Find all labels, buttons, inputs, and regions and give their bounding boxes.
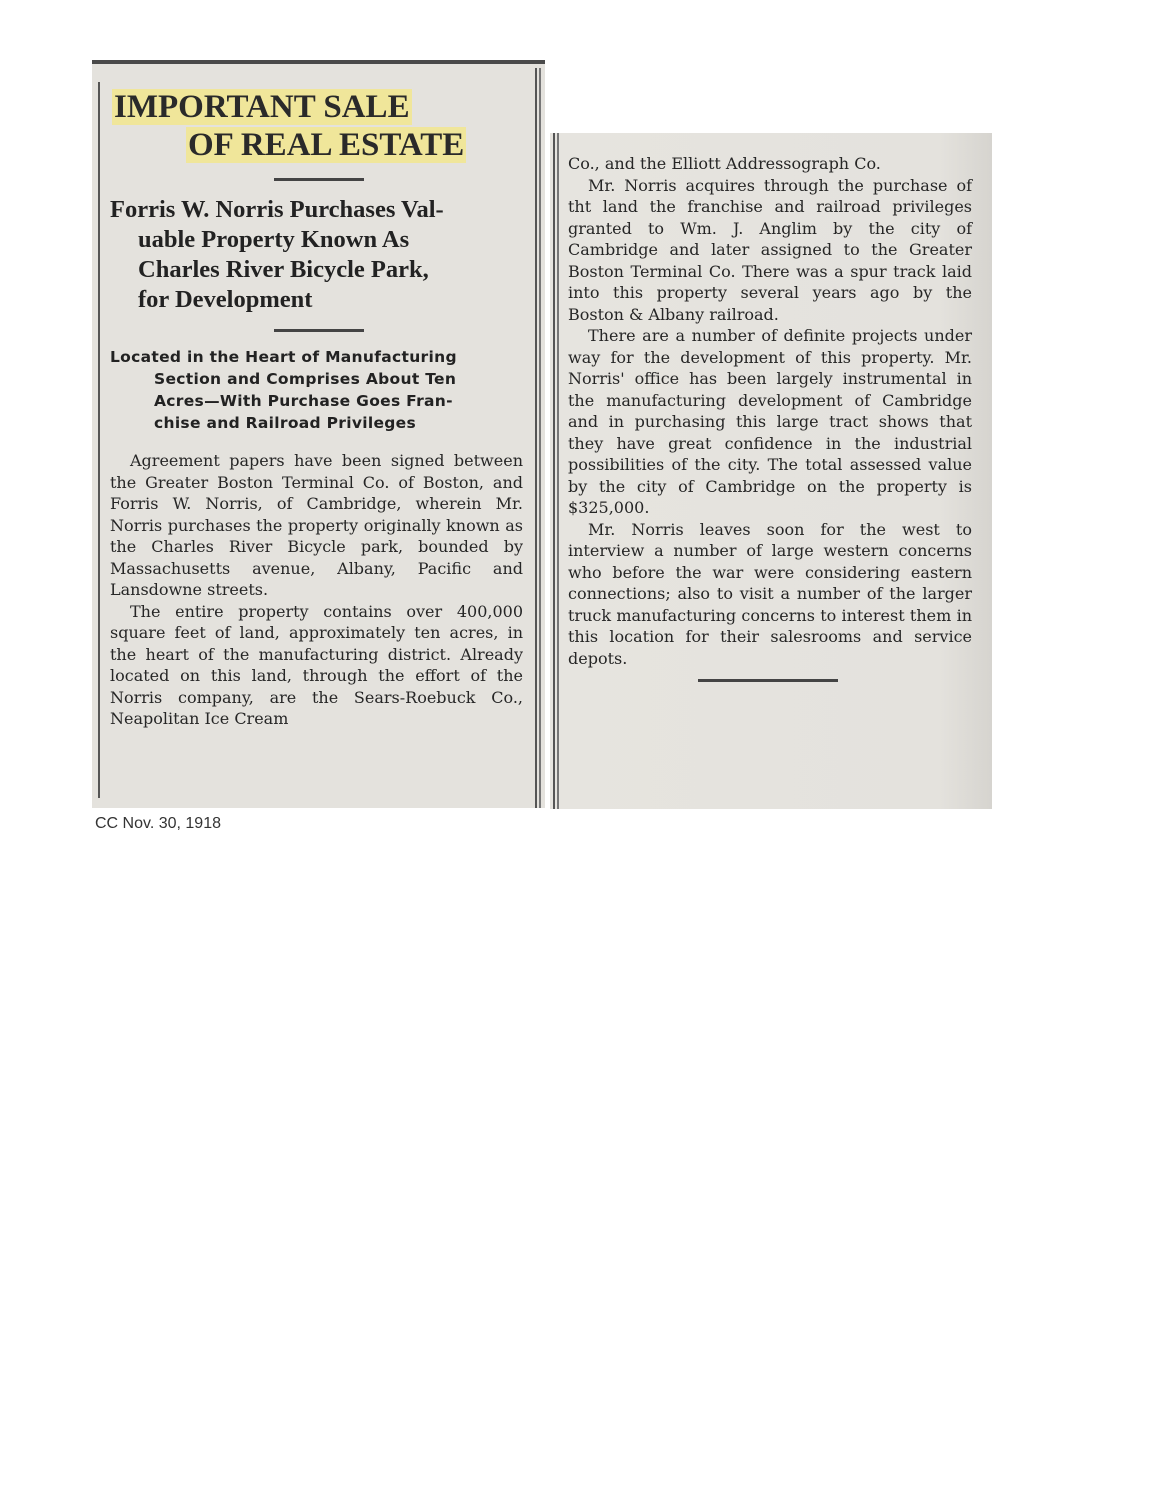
deck-line-1: Located in the Heart of Manufacturing xyxy=(110,348,457,366)
article-end-rule xyxy=(698,679,838,682)
clipping-right-column xyxy=(550,133,992,809)
source-caption: CC Nov. 30, 1918 xyxy=(95,815,221,832)
deck-line-4: chise and Railroad Privileges xyxy=(154,414,417,432)
article-body-left xyxy=(104,450,533,730)
paragraph-1: Agreement papers have been signed between the Greater Boston Terminal Co. of Boston, and Forris W. Norris, of Cambridge, wherein Mr. Norris purchases the property originally known as the Charles River Bicycle park, bounded by Massachusetts avenue, Albany, Pacific and Lansdowne streets. xyxy=(110,451,523,599)
article-body-right xyxy=(564,153,972,669)
paragraph-5: Mr. Norris leaves soon for the west to interview a number of large western concerns who before the war were considering eastern connections; also to visit a number of the larger truck manufacturing concerns to interest them in this location for their salesrooms and service depots. xyxy=(568,519,972,668)
subhead-divider xyxy=(274,329,364,332)
deck-line-3: Acres—With Purchase Goes Fran- xyxy=(154,392,453,410)
paragraph-2-continued: Co., and the Elliott Addressograph Co. xyxy=(568,154,881,173)
clipping-left-column xyxy=(92,60,545,808)
subhead-line-2: uable Property Known As xyxy=(138,226,410,253)
paragraph-3: Mr. Norris acquires through the purchase of tht land the franchise and railroad privileges granted to Wm. J. Anglim by the city of Cambridge and later assigned to the Greater Boston Terminal Co. There was a spur track laid into this property several years ago by the Boston & Albany railroad. xyxy=(568,175,972,324)
subhead-line-3: Charles River Bicycle Park, xyxy=(138,256,429,283)
subhead-line-4: for Development xyxy=(138,286,313,313)
deck xyxy=(104,346,533,434)
paragraph-4: There are a number of definite projects under way for the development of this property. Mr. Norris' office has been largely instrumental in the manufacturing development of Cambridge and in purchasing this large tract shows that they have great confidence in the industrial possibilities of the city. The total assessed value by the city of Cambridge on the property is $325,000. xyxy=(568,326,972,517)
headline-divider xyxy=(274,178,364,181)
paragraph-2: The entire property contains over 400,000 square feet of land, approximately ten acres, in the heart of the manufacturing district. Already located on this land, through the effort of the Norris company, are the Sears-Roebuck Co., Neapolitan Ice Cream xyxy=(110,601,523,728)
headline-line-2: OF REAL ESTATE xyxy=(188,127,465,163)
headline-line-1: IMPORTANT SALE xyxy=(114,89,410,125)
subheadline xyxy=(104,195,533,315)
deck-line-2: Section and Comprises About Ten xyxy=(154,370,457,388)
subhead-line-1: Forris W. Norris Purchases Val- xyxy=(110,196,444,223)
